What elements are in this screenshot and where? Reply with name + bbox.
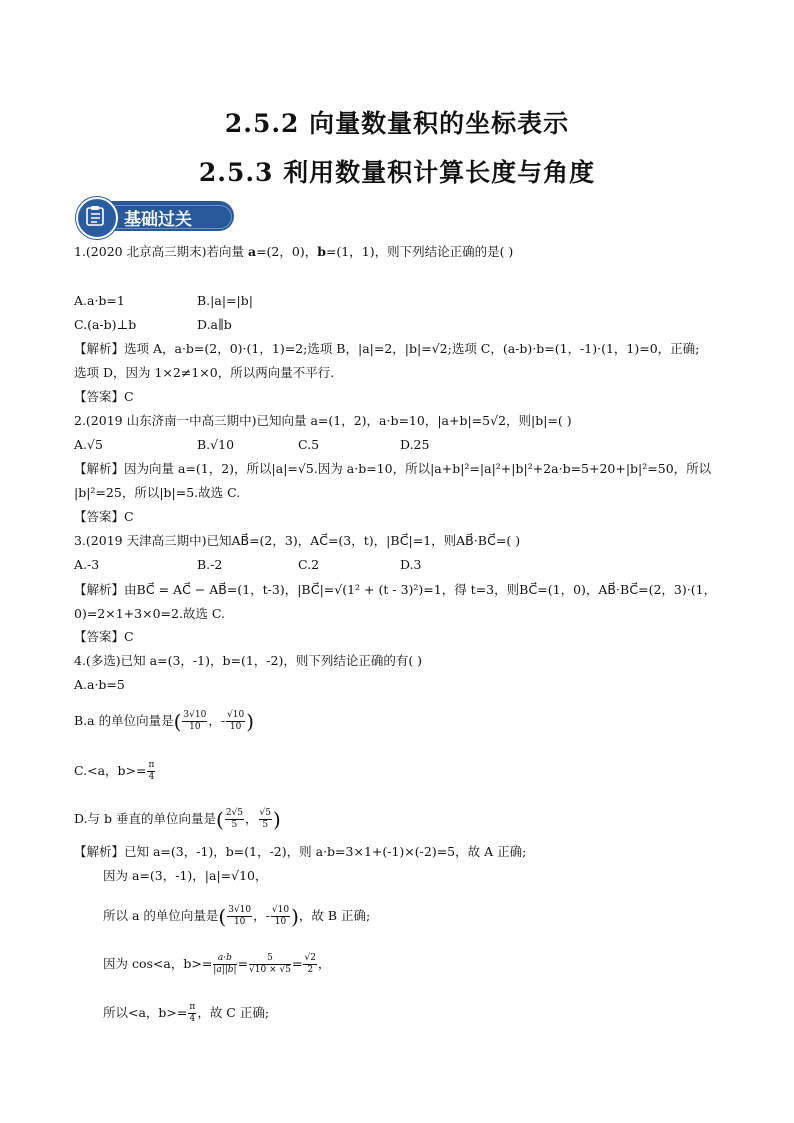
q4-analysis-line2: 因为 a=(3，-1)，|a|=√10， (103, 868, 268, 883)
q2-stem: 2.(2019 山东济南一中高三期中)已知向量 a=(1，2)，a·b=10，|a+b|=5√2，则|b|=( ) (74, 413, 572, 428)
q1-analysis-line2: 选项 D，因为 1×2≠1×0，所以两向量不平行. (74, 365, 335, 380)
q4-analysis-line5: 所以<a，b>= $\frac{\pi}{4}$ ，故 C 正确; (103, 1002, 270, 1024)
q4-option-b: B.a 的单位向量是( $\frac{3√10}{10}$ ，- $\frac{√10}{10}$ ) (74, 709, 255, 734)
q3-option-a: A.-3 (74, 557, 100, 572)
q1-option-b: B.|a|=|b| (197, 293, 253, 308)
q3-analysis-line1: 【解析】由BC⃗ = AC⃗ − AB⃗=(1，t-3)，|BC⃗|=√(1² + (t - 3)²)=1，得 t=3，则BC⃗=(1，0)，AB⃗·BC⃗=(2，3)·(1， (74, 582, 717, 597)
fraction: $\frac{√10}{10}$ (227, 710, 245, 732)
title-section-253: 2.5.3 利用数量积计算长度与角度 (198, 158, 596, 187)
q2-option-a: A.√5 (74, 437, 103, 452)
q1-analysis-line1: 【解析】选项 A，a·b=(2，0)·(1，1)=2;选项 B，|a|=2，|b|=√2;选项 C，(a-b)·b=(1，-1)·(1，1)=0，正确; (74, 341, 700, 356)
clipboard-list-icon (76, 197, 118, 239)
q3-option-c: C.2 (298, 557, 320, 572)
q2-analysis-line1: 【解析】因为向量 a=(1，2)，所以|a|=√5.因为 a·b=10，所以|a+b|²=|a|²+|b|²+2a·b=5+20+|b|²=50，所以 (74, 461, 712, 476)
fraction: $\frac{3√10}{10}$ (228, 905, 252, 927)
q4-option-c: C.<a，b>= $\frac{\pi}{4}$ (74, 760, 155, 782)
fraction: $\frac{\pi}{4}$ (189, 1002, 196, 1024)
q1-answer: 【答案】C (74, 389, 134, 404)
fraction: $\frac{√2}{2}$ (304, 953, 316, 975)
q4-analysis-line1: 【解析】已知 a=(3，-1)，b=(1，-2)，则 a·b=3×1+(-1)×(-2)=5，故 A 正确; (74, 844, 527, 859)
q1-option-c: C.(a-b)⊥b (74, 317, 137, 332)
q2-option-b: B.√10 (197, 437, 235, 452)
q4-option-d: D.与 b 垂直的单位向量是( $\frac{2√5}{5}$ ， $\frac{√5}{5}$ ) (74, 807, 281, 832)
q4-analysis-line3: 所以 a 的单位向量是( $\frac{3√10}{10}$ ，- $\frac{√10}{10}$ )，故 B 正确; (103, 904, 371, 929)
q2-analysis-line2: |b|²=25，所以|b|=5.故选 C. (74, 485, 241, 500)
q4-stem: 4.(多选)已知 a=(3，-1)，b=(1，-2)，则下列结论正确的有( ) (74, 653, 423, 668)
q4-option-a: A.a·b=5 (74, 677, 125, 692)
fraction: $\frac{2√5}{5}$ (225, 808, 243, 830)
fraction: $\frac{\pi}{4}$ (148, 760, 155, 782)
q3-analysis-line2: 0)=2×1+3×0=2.故选 C. (74, 606, 226, 621)
fraction: $\frac{a\cdot b}{|a||b|}$ (213, 953, 237, 975)
q3-option-d: D.3 (400, 557, 422, 572)
q4-analysis-line4: 因为 cos<a，b>= $\frac{a\cdot b}{|a||b|}$ = $\frac{5}{√10 \times √5}$ = $\frac{√2}{2}$ ， (103, 953, 331, 975)
section-banner (76, 197, 236, 235)
q3-stem: 3.(2019 天津高三期中)已知AB⃗=(2，3)，AC⃗=(3，t)，|BC⃗|=1，则AB⃗·BC⃗=( ) (74, 533, 521, 548)
banner-label: 基础过关 (124, 210, 192, 230)
q1-stem: 1.(2020 北京高三期末)若向量 a=(2，0)，b=(1，1)，则下列结论正确的是( ) (74, 244, 514, 259)
q1-option-a: A.a·b=1 (74, 293, 125, 308)
fraction: $\frac{√10}{10}$ (271, 905, 290, 927)
title-section-252: 2.5.2 向量数量积的坐标表示 (224, 109, 570, 138)
fraction: $\frac{√5}{5}$ (259, 808, 271, 830)
q2-option-d: D.25 (400, 437, 430, 452)
q1-option-d: D.a∥b (197, 317, 232, 332)
q2-option-c: C.5 (298, 437, 320, 452)
q3-option-b: B.-2 (197, 557, 223, 572)
q2-answer: 【答案】C (74, 509, 134, 524)
fraction: $\frac{3√10}{10}$ (183, 710, 207, 732)
q3-answer: 【答案】C (74, 629, 134, 644)
fraction: $\frac{5}{√10 \times √5}$ (249, 953, 291, 975)
